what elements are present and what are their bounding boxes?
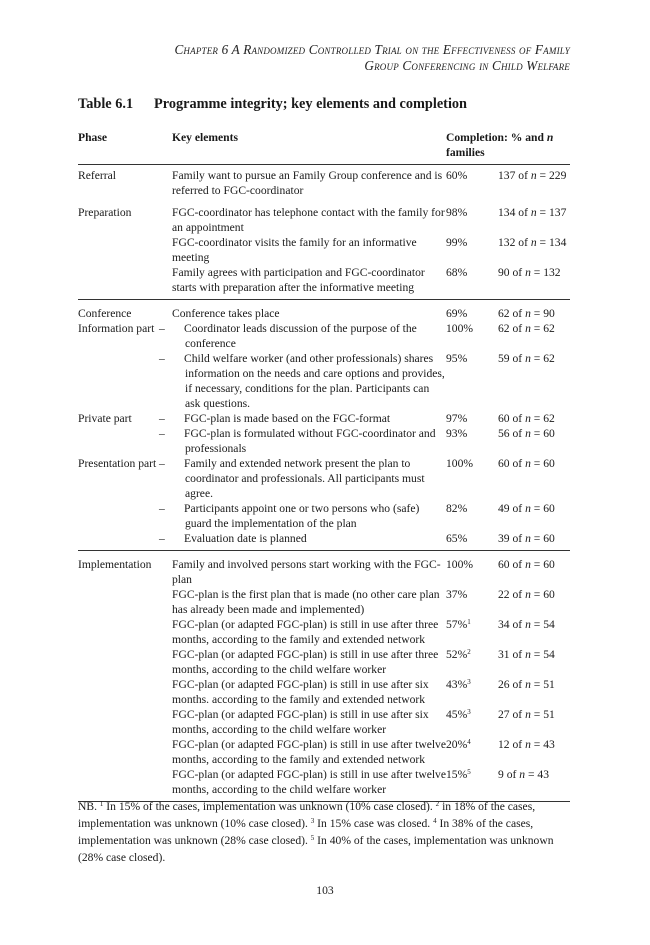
table-row bbox=[78, 351, 570, 411]
dash-marker: – bbox=[159, 502, 165, 515]
key-element-cell bbox=[172, 300, 446, 322]
phase-cell bbox=[78, 426, 172, 456]
completion-percent: 100% bbox=[446, 322, 474, 335]
completion-percent-cell bbox=[446, 235, 498, 265]
count-prefix: 59 of bbox=[498, 352, 526, 365]
table-title bbox=[78, 96, 467, 113]
key-element-text: FGC-plan (or adapted FGC-plan) is still in use after six months. according to the family and extended network bbox=[172, 678, 429, 706]
count-prefix: 62 of bbox=[498, 307, 526, 320]
table-row bbox=[78, 321, 570, 351]
count-suffix: = 134 bbox=[536, 236, 567, 249]
note-footnote-text: in 18% of the cases, implementation was unknown (10% case closed). bbox=[78, 800, 536, 830]
running-head-line-2: Group Conferencing in Child Welfare bbox=[364, 58, 570, 73]
count-suffix: = 60 bbox=[530, 588, 555, 601]
completion-count-cell bbox=[498, 265, 570, 300]
count-n: n bbox=[525, 352, 531, 365]
count-n: n bbox=[525, 532, 531, 545]
completion-percent: 60% bbox=[446, 169, 468, 182]
count-prefix: 62 of bbox=[498, 322, 526, 335]
note-parts bbox=[78, 800, 554, 864]
completion-percent: 100% bbox=[446, 457, 474, 470]
key-element-text: Coordinator leads discussion of the purpose of the conference bbox=[184, 322, 417, 350]
footnote-marker: 2 bbox=[467, 648, 471, 656]
count-prefix: 49 of bbox=[498, 502, 526, 515]
completion-percent: 98% bbox=[446, 206, 468, 219]
header-key-elements: Key elements bbox=[172, 131, 238, 144]
key-element-cell bbox=[172, 235, 446, 265]
completion-percent: 100% bbox=[446, 558, 474, 571]
count-prefix: 26 of bbox=[498, 678, 526, 691]
count-prefix: 60 of bbox=[498, 558, 526, 571]
table-row bbox=[78, 235, 570, 265]
phase-cell: Referral bbox=[78, 169, 116, 182]
key-element-text: Family and involved persons start working with the FGC-plan bbox=[172, 558, 441, 586]
completion-count-cell bbox=[498, 647, 570, 677]
note-footnote-marker: 4 bbox=[433, 817, 437, 825]
phase-cell bbox=[78, 707, 172, 737]
count-n: n bbox=[525, 412, 531, 425]
completion-percent-cell bbox=[446, 165, 498, 203]
table-row bbox=[78, 647, 570, 677]
completion-percent: 52% bbox=[446, 648, 468, 661]
count-prefix: 137 of bbox=[498, 169, 531, 182]
count-suffix: = 62 bbox=[530, 322, 555, 335]
header-completion-line-1: Completion: % and bbox=[446, 131, 547, 144]
completion-percent: 45% bbox=[446, 708, 468, 721]
key-element-cell bbox=[172, 677, 446, 707]
completion-percent-cell bbox=[446, 426, 498, 456]
phase-cell bbox=[78, 677, 172, 707]
key-element-cell bbox=[172, 617, 446, 647]
completion-count-cell bbox=[498, 165, 570, 203]
dash-marker: – bbox=[159, 322, 165, 335]
count-suffix: = 54 bbox=[530, 618, 555, 631]
key-element-cell bbox=[172, 767, 446, 802]
table-container bbox=[78, 130, 570, 802]
key-element-text: FGC-plan (or adapted FGC-plan) is still in use after three months, according to the family and extended network bbox=[172, 618, 439, 646]
completion-percent: 43% bbox=[446, 678, 468, 691]
count-n: n bbox=[525, 618, 531, 631]
completion-percent: 68% bbox=[446, 266, 468, 279]
count-n: n bbox=[525, 558, 531, 571]
table-body-section bbox=[78, 202, 570, 300]
completion-percent: 57% bbox=[446, 618, 468, 631]
phase-cell bbox=[78, 647, 172, 677]
key-element-cell bbox=[172, 265, 446, 300]
key-element-cell bbox=[172, 165, 446, 203]
note-lead: NB. bbox=[78, 800, 100, 813]
completion-count-cell bbox=[498, 617, 570, 647]
key-element-text: Participants appoint one or two persons who (safe) guard the implementation of the plan bbox=[184, 502, 420, 530]
completion-count-cell bbox=[498, 707, 570, 737]
note-footnote-marker: 2 bbox=[435, 800, 440, 808]
completion-count-cell bbox=[498, 456, 570, 501]
completion-percent-cell bbox=[446, 202, 498, 235]
dash-marker: – bbox=[159, 532, 165, 545]
completion-count-cell bbox=[498, 202, 570, 235]
dash-marker: – bbox=[159, 457, 165, 470]
key-element-cell bbox=[159, 531, 446, 551]
note-footnote-marker: 3 bbox=[310, 817, 315, 825]
key-element-text: Family want to pursue an Family Group conference and is referred to FGC-coordinator bbox=[172, 169, 443, 197]
count-suffix: = 137 bbox=[536, 206, 567, 219]
count-prefix: 39 of bbox=[498, 532, 526, 545]
header-completion-line-2: families bbox=[446, 146, 485, 159]
key-element-cell bbox=[159, 501, 446, 531]
table-row bbox=[78, 426, 570, 456]
phase-cell bbox=[78, 265, 172, 300]
phase-cell bbox=[78, 351, 172, 411]
table-row bbox=[78, 456, 570, 501]
completion-percent: 37% bbox=[446, 588, 468, 601]
count-suffix: = 54 bbox=[530, 648, 555, 661]
table-row bbox=[78, 677, 570, 707]
dash-marker: – bbox=[159, 427, 165, 440]
completion-count-cell bbox=[498, 767, 570, 802]
integrity-table bbox=[78, 130, 570, 802]
count-suffix: = 60 bbox=[530, 427, 555, 440]
completion-count-cell bbox=[498, 300, 570, 322]
completion-percent: 82% bbox=[446, 502, 468, 515]
table-body-section bbox=[78, 300, 570, 551]
key-element-cell bbox=[172, 551, 446, 588]
completion-count-cell bbox=[498, 677, 570, 707]
completion-percent: 95% bbox=[446, 352, 468, 365]
completion-count-cell bbox=[498, 737, 570, 767]
header-phase: Phase bbox=[78, 131, 107, 144]
count-suffix: = 90 bbox=[530, 307, 555, 320]
phase-cell: Conference bbox=[78, 307, 132, 320]
page-number: 103 bbox=[316, 884, 334, 897]
table-header bbox=[78, 130, 570, 165]
footnote-marker: 1 bbox=[467, 618, 471, 626]
table-note bbox=[78, 798, 570, 866]
completion-count-cell bbox=[498, 351, 570, 411]
count-n: n bbox=[525, 708, 531, 721]
running-head-line-1: Chapter 6 A Randomized Controlled Trial on the Effectiveness of Family bbox=[174, 42, 570, 57]
key-element-cell bbox=[159, 351, 446, 411]
header-completion-n: n bbox=[546, 131, 554, 144]
count-suffix: = 60 bbox=[530, 558, 555, 571]
header-completion bbox=[446, 130, 570, 165]
phase-cell: Implementation bbox=[78, 558, 152, 571]
count-prefix: 90 of bbox=[498, 266, 526, 279]
footnote-marker: 3 bbox=[467, 678, 471, 686]
count-suffix: = 62 bbox=[530, 412, 555, 425]
note-footnote-marker: 5 bbox=[310, 834, 315, 842]
key-element-cell bbox=[172, 587, 446, 617]
table-body bbox=[78, 165, 570, 203]
dash-marker: – bbox=[159, 412, 165, 425]
key-element-cell bbox=[159, 321, 446, 351]
key-element-cell bbox=[172, 202, 446, 235]
footnote-marker: 3 bbox=[467, 708, 471, 716]
count-suffix: = 132 bbox=[530, 266, 561, 279]
table-number: Table 6.1 bbox=[78, 96, 134, 112]
count-n: n bbox=[530, 169, 537, 182]
key-element-text: Family agrees with participation and FGC-coordinator starts with preparation after the informative meeting bbox=[172, 266, 425, 294]
count-suffix: = 51 bbox=[530, 678, 555, 691]
completion-percent-cell bbox=[446, 411, 498, 426]
key-element-text: FGC-plan (or adapted FGC-plan) is still in use after twelve months, according to the family and extended network bbox=[172, 738, 447, 766]
count-suffix: = 229 bbox=[536, 169, 567, 182]
count-suffix: = 60 bbox=[530, 457, 555, 470]
count-prefix: 132 of bbox=[498, 236, 531, 249]
table-row bbox=[78, 165, 570, 203]
key-element-cell bbox=[159, 456, 446, 501]
count-suffix: = 62 bbox=[530, 352, 555, 365]
completion-count-cell bbox=[498, 321, 570, 351]
count-prefix: 9 of bbox=[498, 768, 520, 781]
completion-percent-cell bbox=[446, 300, 498, 322]
completion-count-cell bbox=[498, 426, 570, 456]
completion-percent: 99% bbox=[446, 236, 468, 249]
count-n: n bbox=[519, 768, 526, 781]
phase-cell bbox=[78, 737, 172, 767]
phase-cell bbox=[78, 501, 172, 531]
count-n: n bbox=[530, 236, 537, 249]
completion-percent-cell bbox=[446, 501, 498, 531]
table-row bbox=[78, 531, 570, 551]
key-element-text: Evaluation date is planned bbox=[184, 532, 307, 545]
key-element-text: FGC-plan is formulated without FGC-coordinator and professionals bbox=[184, 427, 436, 455]
completion-percent-cell bbox=[446, 617, 498, 647]
phase-cell: Private part bbox=[78, 412, 132, 425]
completion-count-cell bbox=[498, 501, 570, 531]
table-row bbox=[78, 300, 570, 322]
count-prefix: 31 of bbox=[498, 648, 526, 661]
key-element-text: FGC-plan (or adapted FGC-plan) is still in use after twelve months, according to the child welfare worker bbox=[172, 768, 447, 796]
running-head bbox=[50, 42, 570, 74]
count-prefix: 12 of bbox=[498, 738, 526, 751]
completion-percent: 15% bbox=[446, 768, 468, 781]
count-prefix: 60 of bbox=[498, 457, 526, 470]
count-n: n bbox=[525, 266, 531, 279]
completion-count-cell bbox=[498, 411, 570, 426]
count-prefix: 134 of bbox=[498, 206, 531, 219]
completion-percent-cell bbox=[446, 647, 498, 677]
count-n: n bbox=[525, 502, 531, 515]
key-element-text: FGC-plan (or adapted FGC-plan) is still in use after six months, according to the child welfare worker bbox=[172, 708, 429, 736]
footnote-marker: 4 bbox=[467, 738, 471, 746]
header-row bbox=[78, 130, 570, 165]
table-row bbox=[78, 265, 570, 300]
table-row bbox=[78, 501, 570, 531]
completion-percent: 69% bbox=[446, 307, 468, 320]
key-element-cell bbox=[172, 707, 446, 737]
phase-cell bbox=[78, 235, 172, 265]
count-suffix: = 43 bbox=[530, 738, 555, 751]
completion-percent-cell bbox=[446, 677, 498, 707]
completion-count-cell bbox=[498, 235, 570, 265]
count-suffix: = 51 bbox=[530, 708, 555, 721]
key-element-text: FGC-plan is made based on the FGC-format bbox=[184, 412, 391, 425]
phase-cell bbox=[78, 767, 172, 802]
note-footnote-marker: 1 bbox=[99, 800, 104, 808]
phase-cell: Information part bbox=[78, 322, 155, 335]
completion-count-cell bbox=[498, 531, 570, 551]
table-caption: Programme integrity; key elements and completion bbox=[154, 96, 468, 112]
completion-percent-cell bbox=[446, 351, 498, 411]
note-footnote-text: In 38% of the cases, implementation was unknown (28% case closed). bbox=[78, 817, 534, 847]
phase-cell bbox=[78, 617, 172, 647]
completion-percent-cell bbox=[446, 737, 498, 767]
table-row bbox=[78, 737, 570, 767]
completion-percent: 93% bbox=[446, 427, 468, 440]
key-element-text: FGC-coordinator has telephone contact with the family for an appointment bbox=[172, 206, 445, 234]
count-n: n bbox=[525, 307, 531, 320]
count-suffix: = 60 bbox=[530, 532, 555, 545]
key-element-text: FGC-plan (or adapted FGC-plan) is still in use after three months, according to the child welfare worker bbox=[172, 648, 439, 676]
completion-count-cell bbox=[498, 551, 570, 588]
table-row bbox=[78, 202, 570, 235]
phase-cell bbox=[78, 587, 172, 617]
count-n: n bbox=[530, 206, 537, 219]
key-element-text: Family and extended network present the plan to coordinator and professionals. All participants must agree. bbox=[184, 457, 425, 500]
count-n: n bbox=[525, 427, 531, 440]
key-element-text: Conference takes place bbox=[172, 307, 280, 320]
count-prefix: 27 of bbox=[498, 708, 526, 721]
table-row bbox=[78, 551, 570, 588]
key-element-cell bbox=[159, 411, 446, 426]
count-prefix: 34 of bbox=[498, 618, 526, 631]
completion-percent-cell bbox=[446, 321, 498, 351]
key-element-text: FGC-plan is the first plan that is made (no other care plan has already been made and implemented) bbox=[172, 588, 440, 616]
count-n: n bbox=[525, 322, 531, 335]
table-row bbox=[78, 767, 570, 802]
completion-percent: 97% bbox=[446, 412, 468, 425]
completion-percent-cell bbox=[446, 587, 498, 617]
key-element-cell bbox=[172, 737, 446, 767]
phase-cell: Presentation part bbox=[78, 457, 157, 470]
count-prefix: 22 of bbox=[498, 588, 526, 601]
phase-cell bbox=[78, 531, 172, 551]
completion-percent-cell bbox=[446, 456, 498, 501]
completion-percent-cell bbox=[446, 551, 498, 588]
table-row bbox=[78, 411, 570, 426]
footnote-marker: 5 bbox=[467, 768, 471, 776]
count-suffix: = 43 bbox=[525, 768, 549, 781]
completion-percent-cell bbox=[446, 707, 498, 737]
completion-percent-cell bbox=[446, 265, 498, 300]
count-n: n bbox=[525, 738, 531, 751]
note-footnote-text: In 40% of the cases, implementation was unknown (28% case closed). bbox=[78, 834, 554, 864]
completion-percent: 65% bbox=[446, 532, 468, 545]
table-row bbox=[78, 617, 570, 647]
count-prefix: 56 of bbox=[498, 427, 526, 440]
table-body-section bbox=[78, 551, 570, 802]
table-row bbox=[78, 707, 570, 737]
count-suffix: = 60 bbox=[530, 502, 555, 515]
count-n: n bbox=[525, 678, 531, 691]
phase-cell: Preparation bbox=[78, 206, 132, 219]
count-prefix: 60 of bbox=[498, 412, 526, 425]
key-element-text: Child welfare worker (and other professionals) shares information on the needs and care options and provides, if necessary, conditions for the plan. Participants can ask questions. bbox=[184, 352, 445, 410]
table-row bbox=[78, 587, 570, 617]
completion-percent-cell bbox=[446, 531, 498, 551]
count-n: n bbox=[525, 648, 531, 661]
count-n: n bbox=[525, 588, 531, 601]
completion-count-cell bbox=[498, 587, 570, 617]
dash-marker: – bbox=[159, 352, 165, 365]
key-element-cell bbox=[172, 647, 446, 677]
key-element-cell bbox=[159, 426, 446, 456]
completion-percent: 20% bbox=[446, 738, 468, 751]
count-n: n bbox=[525, 457, 531, 470]
completion-percent-cell bbox=[446, 767, 498, 802]
note-footnote-text: In 15% case was closed. bbox=[314, 817, 434, 830]
key-element-text: FGC-coordinator visits the family for an informative meeting bbox=[172, 236, 417, 264]
note-footnote-text: In 15% of the cases, implementation was unknown (10% case closed). bbox=[103, 800, 436, 813]
